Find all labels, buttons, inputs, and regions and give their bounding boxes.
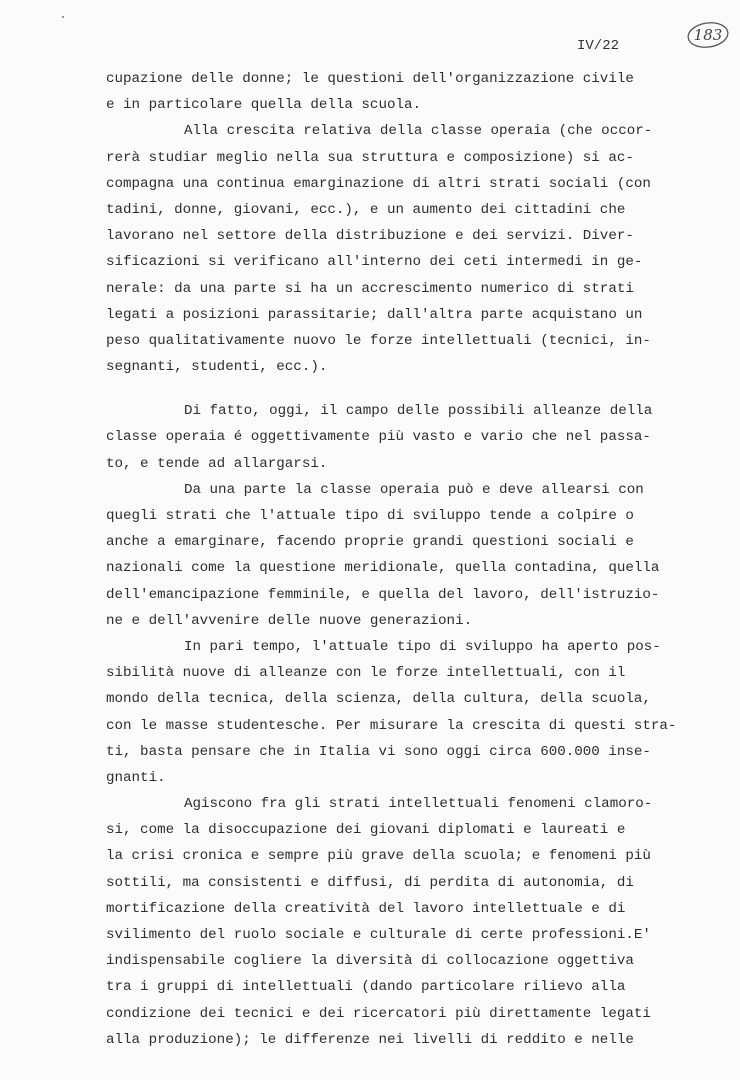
text-line: indispensabile cogliere la diversità di collocazione oggettiva bbox=[106, 953, 634, 970]
text-line: nerale: da una parte si ha un accrescimento numerico di strati bbox=[106, 280, 634, 297]
text-line: Da una parte la classe operaia può e deve allearsi con bbox=[184, 481, 644, 498]
text-line: quegli strati che l'attuale tipo di sviluppo tende a colpire o bbox=[106, 508, 634, 524]
stamp-number: 183 bbox=[693, 26, 723, 44]
text-line: Alla crescita relativa della classe operaia (che occor- bbox=[184, 123, 653, 140]
text-line: lavorano nel settore della distribuzione e dei servizi. Diver- bbox=[106, 228, 634, 245]
text-line: gnanti. bbox=[106, 769, 166, 786]
text-line: sottili, ma consistenti e diffusi, di perdita di autonomia, di bbox=[106, 874, 634, 891]
text-line: si, come la disoccupazione dei giovani diplomati e laureati e bbox=[106, 822, 626, 839]
text-line: nazionali come la questione meridionale, quella contadina, quella bbox=[106, 560, 660, 577]
page-code: IV/22 bbox=[577, 38, 620, 54]
page-number-stamp bbox=[684, 20, 730, 50]
text-line: ne e dell'avvenire delle nuove generazioni. bbox=[106, 612, 473, 629]
text-line: In pari tempo, l'attuale tipo di sviluppo ha aperto pos- bbox=[184, 638, 661, 655]
text-line: mondo della tecnica, della scienza, della cultura, della scuola, bbox=[106, 691, 651, 708]
text-line: rerà studiar meglio nella sua struttura e composizione) si ac- bbox=[106, 149, 634, 166]
text-line: Agiscono fra gli strati intellettuali fenomeni clamoro- bbox=[184, 796, 653, 813]
paragraph-gap bbox=[106, 380, 686, 398]
text-line: con le masse studentesche. Per misurare la crescita di questi stra- bbox=[106, 717, 677, 734]
body-text bbox=[106, 66, 686, 1053]
text-line: cupazione delle donne; le questioni dell'organizzazione civile bbox=[106, 71, 634, 87]
text-line: classe operaia é oggettivamente più vasto e vario che nel passa- bbox=[106, 429, 651, 446]
text-line: tra i gruppi di intellettuali (dando particolare rilievo alla bbox=[106, 979, 626, 996]
text-line: sibilità nuove di alleanze con le forze intellettuali, con il bbox=[106, 665, 626, 682]
text-line: to, e tende ad allargarsi. bbox=[106, 455, 328, 472]
text-line: peso qualitativamente nuovo le forze intellettuali (tecnici, in- bbox=[106, 332, 651, 349]
text-line: ti, basta pensare che in Italia vi sono oggi circa 600.000 inse- bbox=[106, 743, 651, 760]
text-line: dell'emancipazione femminile, e quella del lavoro, dell'istruzio- bbox=[106, 586, 660, 603]
text-line: condizione dei tecnici e dei ricercatori più direttamente legati bbox=[106, 1005, 651, 1022]
text-line: mortificazione della creatività del lavoro intellettuale e di bbox=[106, 900, 626, 917]
text-line: svilimento del ruolo sociale e culturale di certe professioni.E' bbox=[106, 927, 651, 943]
text-line: anche a emarginare, facendo proprie grandi questioni sociali e bbox=[106, 534, 634, 551]
text-line: segnanti, studenti, ecc.). bbox=[106, 359, 328, 376]
text-line: la crisi cronica e sempre più grave della scuola; e fenomeni più bbox=[106, 848, 651, 865]
paper-speck bbox=[62, 16, 64, 18]
text-line: compagna una continua emarginazione di altri strati sociali (con bbox=[106, 175, 651, 192]
text-line: alla produzione); le differenze nei livelli di reddito e nelle bbox=[106, 1031, 634, 1048]
text-line: e in particolare quella della scuola. bbox=[106, 97, 422, 114]
text-line: Di fatto, oggi, il campo delle possibili alleanze della bbox=[184, 403, 653, 420]
text-line: tadini, donne, giovani, ecc.), e un aumento dei cittadini che bbox=[106, 201, 626, 218]
text-line: sificazioni si verificano all'interno dei ceti intermedi in ge- bbox=[106, 254, 643, 271]
text-line: legati a posizioni parassitarie; dall'altra parte acquistano un bbox=[106, 306, 643, 323]
